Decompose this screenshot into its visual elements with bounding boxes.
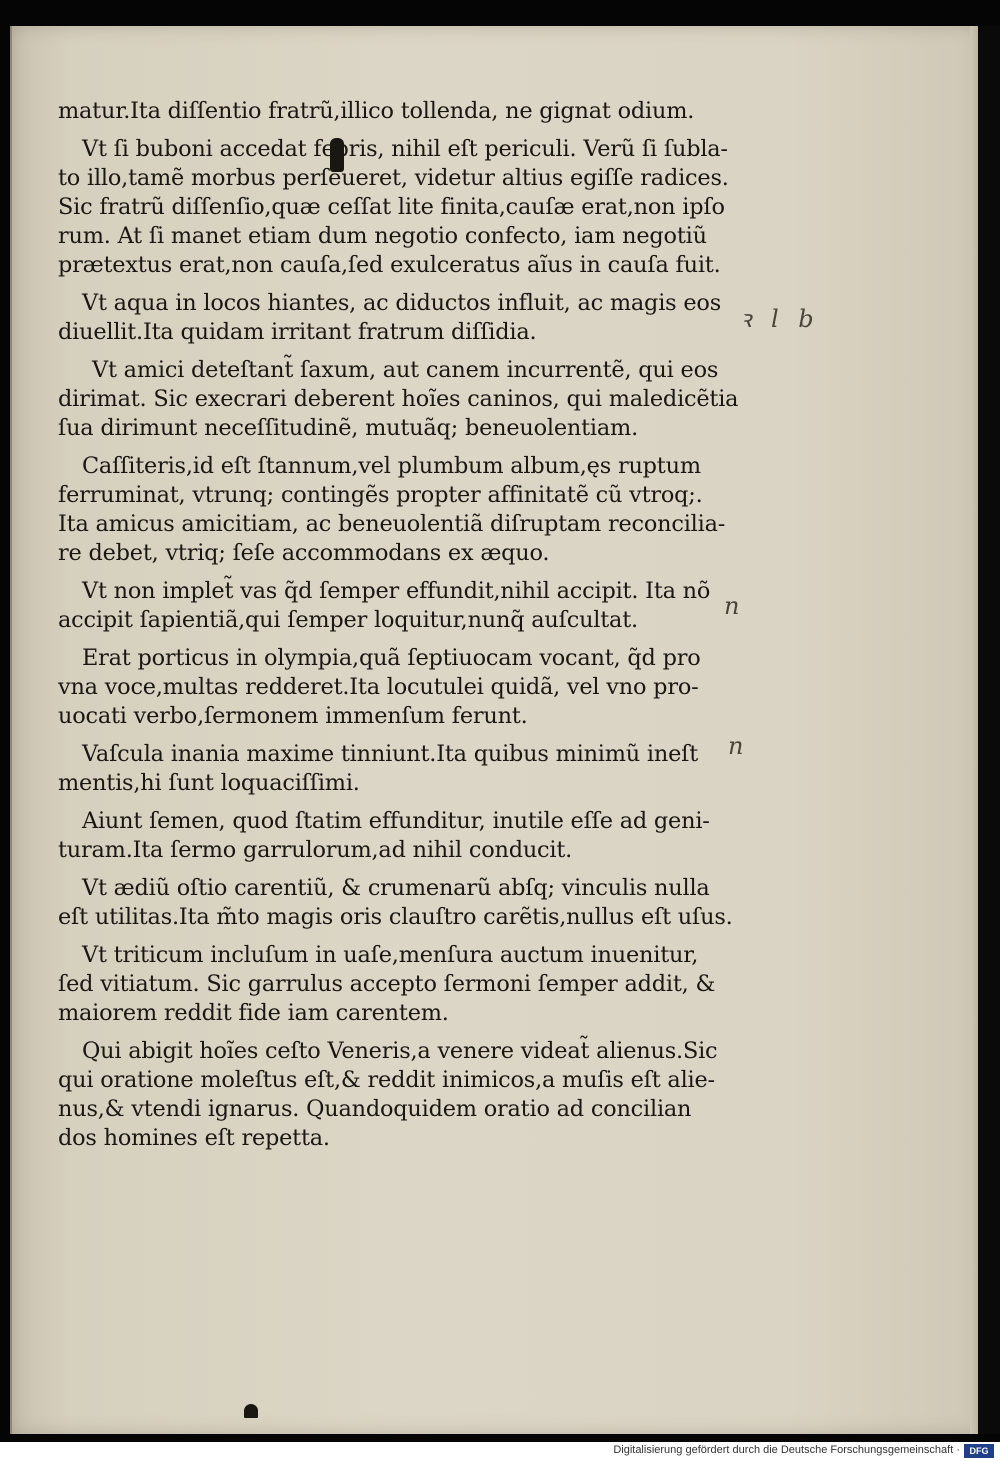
- dfg-logo[interactable]: DFG: [964, 1444, 994, 1458]
- paragraph-7: [58, 644, 718, 731]
- text-line: Vt amici deteſtant̃ ſaxum, aut canem incurrentẽ, qui eos: [92, 357, 719, 383]
- text-line: dirimat. Sic execrari deberent hoĩes caninos, qui maledicẽtia: [58, 386, 739, 412]
- text-line: ſua dirimunt neceſſitudinẽ, mutuãq; beneuolentiam.: [58, 415, 638, 441]
- margin-note: n: [728, 732, 744, 760]
- text-line: maiorem reddit fide iam carentem.: [58, 1000, 449, 1026]
- paragraph-8: [58, 740, 718, 798]
- text-line: accipit ſapientiã,qui ſemper loquitur,nunq̃ auſcultat.: [58, 607, 638, 633]
- paragraph-1: [58, 97, 718, 126]
- page-text: [58, 97, 739, 1162]
- text-line: Vt triticum incluſum in uaſe,menſura auctum inuenitur,: [82, 942, 699, 968]
- paragraph-4: [58, 356, 739, 443]
- text-line: Sic fratrũ diſſenſio,quæ ceſſat lite finita,cauſæ erat,non ipſo: [58, 194, 725, 220]
- text-line: Erat porticus in olympia,quã ſeptiuocam vocant, q̃d pro: [82, 645, 701, 671]
- paragraph-3: [58, 289, 721, 347]
- paragraph-9: [58, 807, 718, 865]
- paragraph-6: [58, 577, 718, 635]
- text-line: mentis,hi ſunt loquaciſſimi.: [58, 770, 360, 796]
- text-line: vna voce,multas redderet.Ita locutulei quidã, vel vno pro-: [58, 674, 699, 700]
- text-line: Aiunt ſemen, quod ſtatim effunditur, inutile eſſe ad geni-: [82, 808, 710, 834]
- text-line: Caſſiteris,id eſt ſtannum,vel plumbum album,ęs ruptum: [82, 453, 701, 479]
- margin-note: ꝛ l b: [740, 305, 820, 333]
- text-line: nus,& vtendi ignarus. Quandoquidem oratio ad concilian: [58, 1096, 692, 1122]
- margin-note: n: [724, 592, 740, 620]
- text-line: turam.Ita ſermo garrulorum,ad nihil conducit.: [58, 837, 573, 863]
- text-line: diuellit.Ita quidam irritant fratrum diſſidia.: [58, 319, 537, 345]
- paragraph-12: [58, 1037, 718, 1153]
- text-line: uocati verbo,ſermonem immenſum ferunt.: [58, 703, 528, 729]
- ink-mark-bottom: [244, 1404, 258, 1418]
- scan-border-right: [978, 26, 1000, 1434]
- text-line: Qui abigit hoĩes ceſto Veneris,a venere videat̃ alienus.Sic: [82, 1038, 718, 1064]
- text-line: rum. At ſi manet etiam dum negotio confecto, iam negotiũ: [58, 223, 707, 249]
- text-line: to illo,tamẽ morbus perſeueret, videtur altius egiſſe radices.: [58, 165, 729, 191]
- funding-credit: Digitalisierung gefördert durch die Deutsche Forschungsgemeinschaft ·: [613, 1444, 960, 1456]
- paragraph-11: [58, 941, 718, 1028]
- text-line: Vt aqua in locos hiantes, ac diductos influit, ac magis eos: [82, 290, 721, 316]
- text-line: Vt non implet̃ vas q̃d ſemper effundit,nihil accipit. Ita nõ: [82, 578, 711, 604]
- text-line: Vaſcula inania maxime tinniunt.Ita quibus minimũ ineſt: [82, 741, 699, 767]
- text-line: Ita amicus amicitiam, ac beneuolentiã diſruptam reconcilia-: [58, 511, 726, 537]
- text-line: eſt utilitas.Ita m̃to magis oris clauſtro carẽtis,nullus eſt uſus.: [58, 904, 733, 930]
- text-line: matur.Ita diſſentio fratrũ,illico tollenda, ne gignat odium.: [58, 98, 695, 124]
- paragraph-5: [58, 452, 726, 568]
- text-line: Vt ſi buboni accedat febris, nihil eſt periculi. Verũ ſi ſubla-: [82, 136, 728, 162]
- paragraph-10: [58, 874, 733, 932]
- footer-bar: [0, 1442, 1000, 1461]
- text-line: prætextus erat,non cauſa,ſed exulceratus aĩus in cauſa fuit.: [58, 252, 721, 278]
- text-line: dos homines eſt repetta.: [58, 1125, 330, 1151]
- text-line: ſed vitiatum. Sic garrulus accepto ſermoni ſemper addit, &: [58, 971, 716, 997]
- text-line: ferruminat, vtrunq; contingẽs propter affinitatẽ cũ vtroq;.: [58, 482, 703, 508]
- text-line: re debet, vtriq; ſeſe accommodans ex æquo.: [58, 540, 550, 566]
- paragraph-2: [58, 135, 729, 280]
- text-line: qui oratione moleſtus eſt,& reddit inimicos,a muſis eſt alie-: [58, 1067, 715, 1093]
- text-line: Vt ædiũ oſtio carentiũ, & crumenarũ abſq; vinculis nulla: [82, 875, 710, 901]
